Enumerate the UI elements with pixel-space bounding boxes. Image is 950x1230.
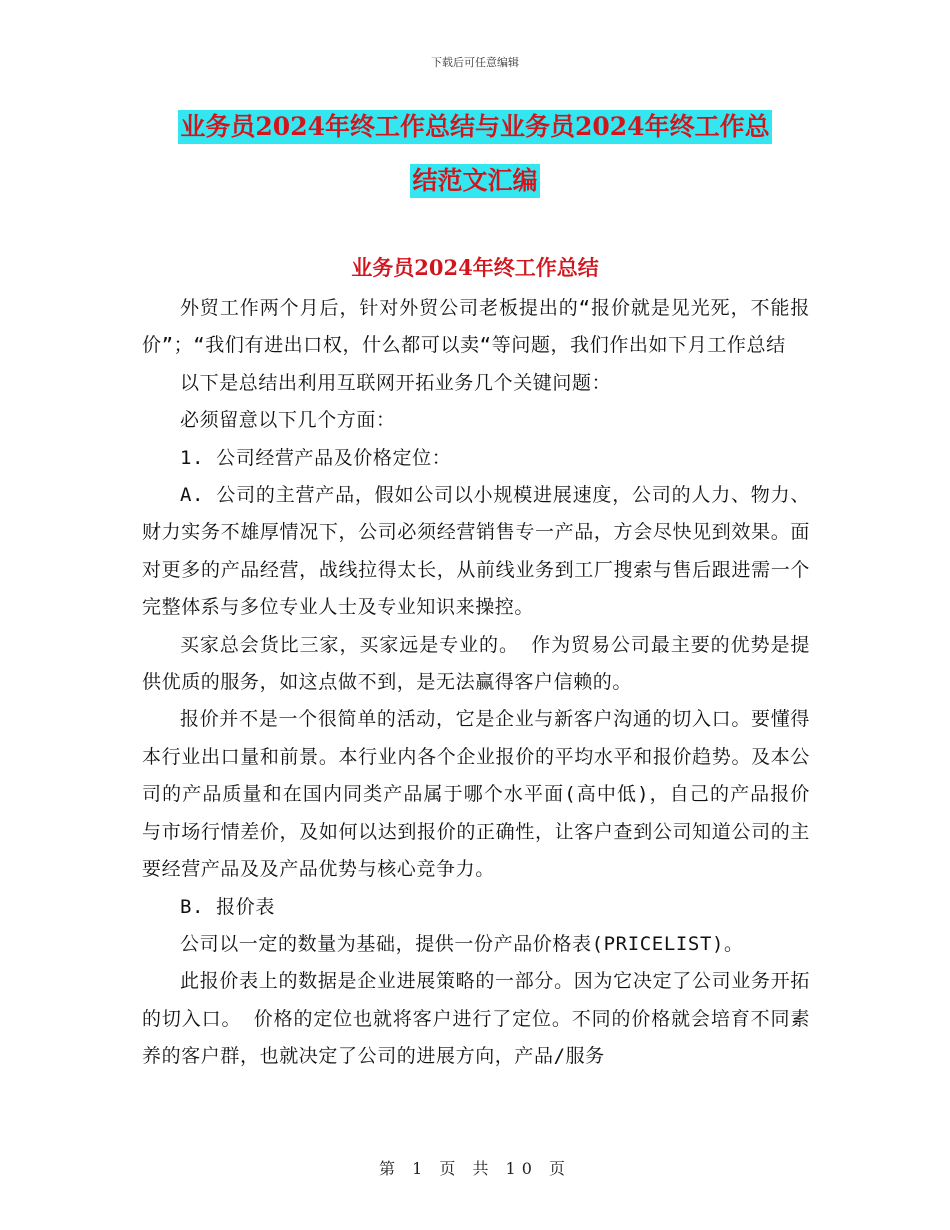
document-title bbox=[140, 110, 810, 198]
paragraph: 以下是总结出利用互联网开拓业务几个关键问题： bbox=[180, 371, 612, 394]
paragraph: 报价并不是一个很简单的活动，它是企业与新客户沟通的切入口。要懂得本行业出口量和前景。本行业内各个企业报价的平均水平和报价趋势。及本公司的产品质量和在国内同类产品属于哪个水平面(高中低)，自己的产品报价与市场行情差价，及如何以达到报价的正确性，让客户查到公司知道公司的主要经营产品及及产品优势与核心竞争力。 bbox=[142, 708, 810, 881]
paragraph: 必须留意以下几个方面： bbox=[180, 409, 396, 432]
title-line-2: 结范文汇编 bbox=[410, 164, 539, 198]
paragraph: B. 报价表 bbox=[180, 895, 275, 918]
title-line-1: 业务员2024年终工作总结与业务员2024年终工作总 bbox=[178, 110, 771, 144]
paragraph: 1. 公司经营产品及价格定位： bbox=[180, 446, 452, 469]
paragraph: 外贸工作两个月后，针对外贸公司老板提出的“报价就是见光死，不能报价”；“我们有进出口权，什么都可以卖“等问题，我们作出如下月工作总结 bbox=[142, 297, 810, 357]
paragraph: A. 公司的主营产品，假如公司以小规模进展速度，公司的人力、物力、财力实务不雄厚情况下，公司必须经营销售专一产品，方会尽快见到效果。面对更多的产品经营，战线拉得太长，从前线业务到工厂搜索与售后跟进需一个完整体系与多位专业人士及专业知识来操控。 bbox=[142, 484, 810, 619]
body-text bbox=[142, 290, 810, 1076]
paragraph: 公司以一定的数量为基础，提供一份产品价格表(PRICELIST)。 bbox=[180, 932, 744, 955]
page-number: 第 1 页 共 10 页 bbox=[379, 1159, 571, 1178]
section-title: 业务员2024年终工作总结 bbox=[351, 255, 599, 280]
page-header-note: 下载后可任意编辑 bbox=[431, 56, 519, 69]
paragraph: 此报价表上的数据是企业进展策略的一部分。因为它决定了公司业务开拓的切入口。 价格的定位也就将客户进行了定位。不同的价格就会培育不同素养的客户群，也就决定了公司的进展方向，产品/服务 bbox=[142, 970, 810, 1068]
paragraph: 买家总会货比三家，买家远是专业的。 作为贸易公司最主要的优势是提供优质的服务，如这点做不到，是无法赢得客户信赖的。 bbox=[142, 633, 810, 694]
